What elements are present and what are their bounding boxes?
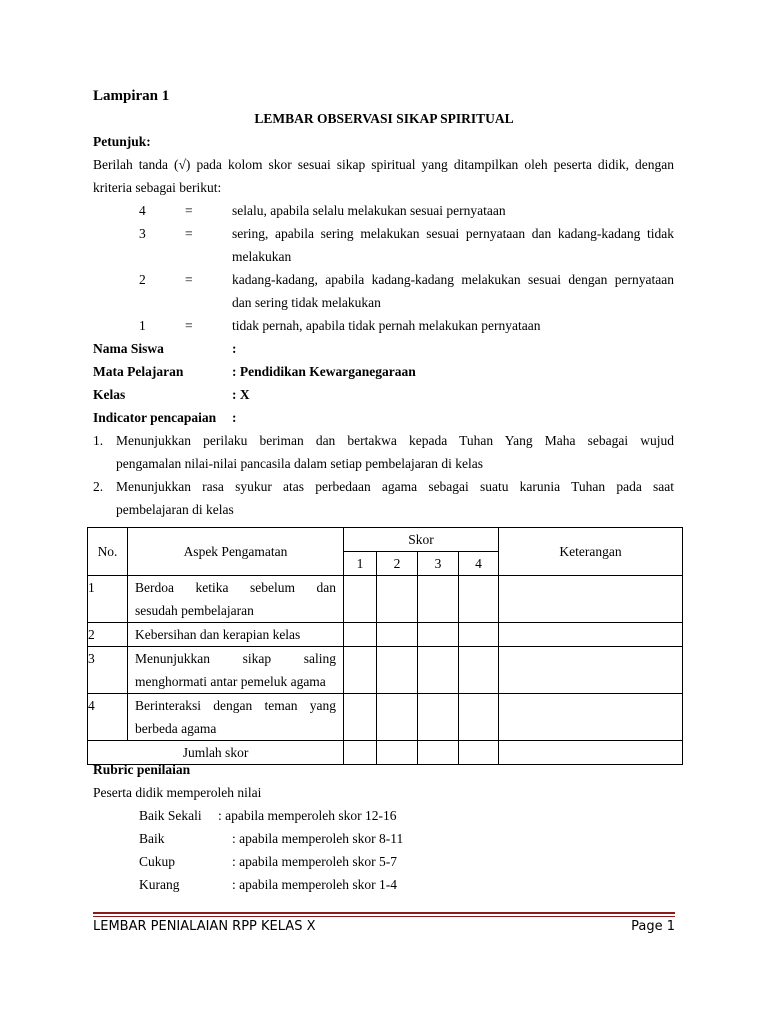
criteria-score: 2	[139, 272, 146, 287]
rubric-desc: : apabila memperoleh skor 5-7	[232, 854, 397, 869]
row-number: 4	[88, 694, 128, 741]
score-cell[interactable]	[377, 647, 418, 694]
score-cell[interactable]	[377, 694, 418, 741]
score-cell[interactable]	[377, 623, 418, 647]
footer-page-number: Page 1	[631, 919, 675, 934]
rubric-grade: Baik Sekali	[139, 808, 202, 823]
table-total-row	[88, 741, 683, 765]
row-number: 3	[88, 647, 128, 694]
criteria-equals: =	[185, 226, 193, 241]
observation-table	[87, 527, 683, 765]
row-aspect	[128, 694, 344, 741]
info-label-indicator: Indicator pencapaian	[93, 410, 217, 425]
row-aspect-line: Berdoa ketika sebelum dan	[135, 580, 336, 595]
footer-title: LEMBAR PENIALAIAN RPP KELAS X	[93, 919, 316, 934]
indicator-text-cont: pengamalan nilai-nilai pancasila dalam setiap pembelajaran di kelas	[116, 456, 483, 471]
header-note: Keterangan	[499, 528, 683, 576]
note-cell[interactable]	[499, 694, 683, 741]
note-cell[interactable]	[499, 623, 683, 647]
row-aspect	[128, 576, 344, 623]
info-label-subject: Mata Pelajaran	[93, 364, 184, 379]
score-cell[interactable]	[418, 694, 459, 741]
total-note-cell[interactable]	[499, 741, 683, 765]
score-cell[interactable]	[418, 576, 459, 623]
row-aspect-line: Kebersihan dan kerapian kelas	[135, 627, 301, 642]
score-cell[interactable]	[344, 694, 377, 741]
header-score-2: 2	[377, 552, 418, 576]
table-row	[88, 647, 683, 694]
info-label-name: Nama Siswa	[93, 341, 164, 356]
indicator-text: Menunjukkan perilaku beriman dan bertakwa kepada Tuhan Yang Maha sebagai wujud	[116, 433, 674, 448]
score-cell[interactable]	[459, 647, 499, 694]
score-cell[interactable]	[344, 623, 377, 647]
total-score-cell[interactable]	[377, 741, 418, 765]
row-aspect-line: sesudah pembelajaran	[135, 603, 254, 618]
header-score-3: 3	[418, 552, 459, 576]
indicator-number: 1.	[93, 433, 104, 448]
criteria-score: 3	[139, 226, 146, 241]
row-aspect	[128, 647, 344, 694]
row-number: 2	[88, 623, 128, 647]
rubric-desc: : apabila memperoleh skor 12-16	[218, 808, 397, 823]
header-score-4: 4	[459, 552, 499, 576]
score-cell[interactable]	[418, 647, 459, 694]
table-row	[88, 694, 683, 741]
criteria-desc-cont: dan sering tidak melakukan	[232, 295, 381, 310]
criteria-desc: sering, apabila sering melakukan sesuai pernyataan dan kadang-kadang tidak	[232, 226, 674, 241]
criteria-desc: kadang-kadang, apabila kadang-kadang melakukan sesuai dengan pernyataan	[232, 272, 674, 287]
criteria-equals: =	[185, 318, 193, 333]
score-cell[interactable]	[344, 576, 377, 623]
criteria-desc-cont: melakukan	[232, 249, 292, 264]
score-cell[interactable]	[459, 694, 499, 741]
rubric-label: Rubric penilaian	[93, 762, 191, 777]
row-aspect-line: berbeda agama	[135, 721, 217, 736]
row-aspect	[128, 623, 344, 647]
instructions-label: Petunjuk:	[93, 134, 151, 149]
rubric-desc: : apabila memperoleh skor 8-11	[232, 831, 404, 846]
rubric-grade: Cukup	[139, 854, 176, 869]
indicator-number: 2.	[93, 479, 104, 494]
indicator-text-cont: pembelajaran di kelas	[116, 502, 234, 517]
criteria-equals: =	[185, 203, 193, 218]
row-aspect-line: Menunjukkan sikap saling	[135, 651, 336, 666]
rubric-grade: Kurang	[139, 877, 180, 892]
document-title: LEMBAR OBSERVASI SIKAP SPIRITUAL	[254, 111, 514, 126]
rubric-grade: Baik	[139, 831, 165, 846]
table-row	[88, 623, 683, 647]
info-value-class: : X	[232, 387, 250, 402]
row-number: 1	[88, 576, 128, 623]
rubric-intro: Peserta didik memperoleh nilai	[93, 785, 262, 800]
header-aspect: Aspek Pengamatan	[128, 528, 344, 576]
score-cell[interactable]	[459, 623, 499, 647]
criteria-score: 4	[139, 203, 146, 218]
score-cell[interactable]	[377, 576, 418, 623]
note-cell[interactable]	[499, 576, 683, 623]
note-cell[interactable]	[499, 647, 683, 694]
criteria-score: 1	[139, 318, 146, 333]
criteria-equals: =	[185, 272, 193, 287]
criteria-desc: tidak pernah, apabila tidak pernah melakukan pernyataan	[232, 318, 541, 333]
row-aspect-line: menghormati antar pemeluk agama	[135, 674, 326, 689]
header-score-1: 1	[344, 552, 377, 576]
criteria-desc: selalu, apabila selalu melakukan sesuai pernyataan	[232, 203, 506, 218]
info-value-subject: : Pendidikan Kewarganegaraan	[232, 364, 416, 379]
header-no: No.	[88, 528, 128, 576]
footer-rule-thin	[93, 916, 675, 917]
info-label-class: Kelas	[93, 387, 126, 402]
indicator-text: Menunjukkan rasa syukur atas perbedaan agama sebagai suatu karunia Tuhan pada saat	[116, 479, 674, 494]
total-label: Jumlah skor	[88, 741, 344, 765]
header-score: Skor	[344, 528, 499, 552]
score-cell[interactable]	[459, 576, 499, 623]
appendix-heading: Lampiran 1	[93, 88, 170, 104]
instructions-line-1: Berilah tanda (√) pada kolom skor sesuai sikap spiritual yang ditampilkan oleh peserta didik, dengan	[93, 157, 674, 172]
row-aspect-line: Berinteraksi dengan teman yang	[135, 698, 336, 713]
info-value-indicator: :	[232, 410, 237, 425]
total-score-cell[interactable]	[459, 741, 499, 765]
score-cell[interactable]	[418, 623, 459, 647]
total-score-cell[interactable]	[344, 741, 377, 765]
info-value-name: :	[232, 341, 237, 356]
total-score-cell[interactable]	[418, 741, 459, 765]
footer-rule-thick	[93, 912, 675, 914]
score-cell[interactable]	[344, 647, 377, 694]
table-row	[88, 576, 683, 623]
rubric-desc: : apabila memperoleh skor 1-4	[232, 877, 397, 892]
instructions-line-2: kriteria sebagai berikut:	[93, 180, 222, 195]
